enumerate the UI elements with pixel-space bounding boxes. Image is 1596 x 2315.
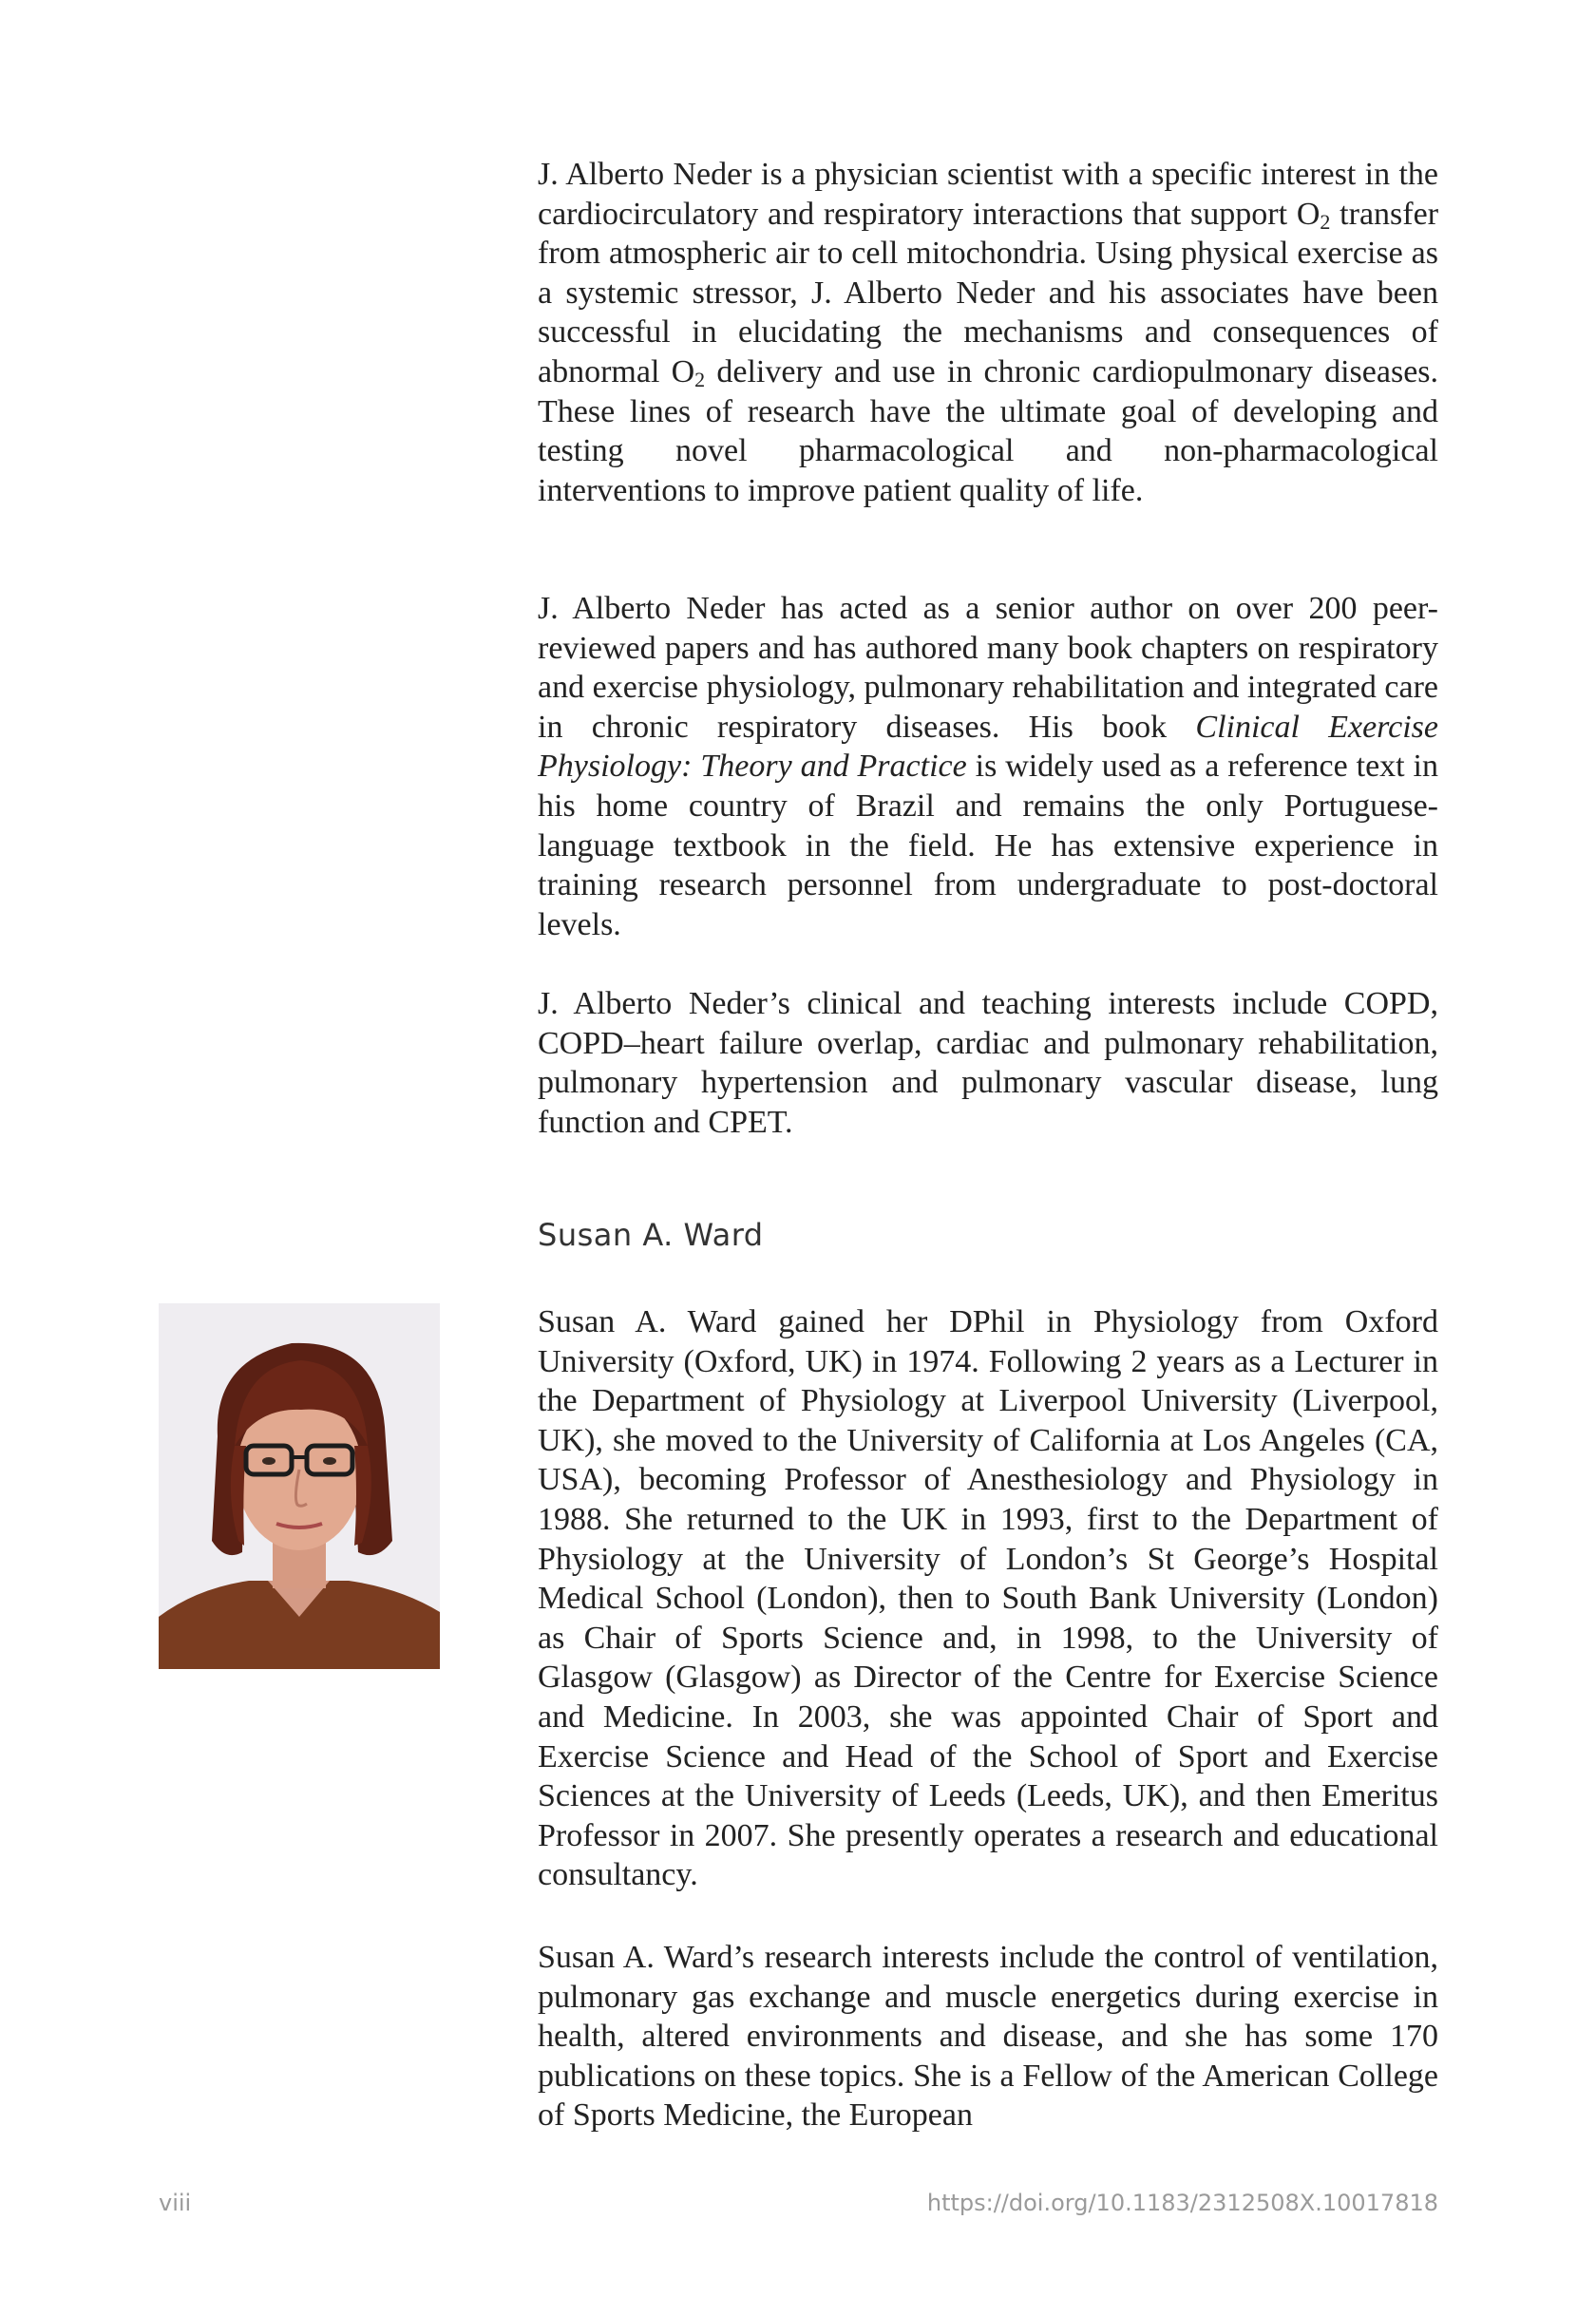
author-name-heading: Susan A. Ward [538,1217,764,1253]
subscript-2: 2 [694,367,706,391]
bio-paragraph-neder-2 [538,589,1438,944]
p1-text-b: transfer from atmospheric air to cell mitochondria. Using physical exercise as a systemic stressor, J. Alberto Neder and his associates have been successful in elucidating the mechanisms and consequences of abnormal O [538,196,1439,389]
bio-paragraph-neder-1 [538,155,1438,510]
author-photo [159,1303,440,1669]
bio-paragraph-ward-1: Susan A. Ward gained her DPhil in Physiology from Oxford University (Oxford, UK) in 1974. Following 2 years as a Lecturer in the Department of Physiology at Liverpool University (Liverpool, UK), she moved to the University of California at Los Angeles (CA, USA), becoming Professor of Anesthesiology and Physiology in 1988. She returned to the UK in 1993, first to the Department of Physiology at the University of London’s St George’s Hospital Medical School (London), then to South Bank University (London) as Chair of Sports Science and, in 1998, to the University of Glasgow (Glasgow) as Director of the Centre for Exercise Science and Medicine. In 2003, she was appointed Chair of Sport and Exercise Science and Head of the School of Sport and Exercise Sciences at the University of Leeds (Leeds, UK), and then Emeritus Professor in 2007. She presently operates a research and educational consultancy. [538,1304,1438,1893]
subscript-2: 2 [1320,209,1331,234]
book-title: Clinical Exercise Physiology: Theory and Practice [538,709,1438,785]
bio-paragraph-ward-2: Susan A. Ward’s research interests include the control of ventilation, pulmonary gas exchange and muscle energetics during exercise in health, altered environments and disease, and she has some 170 publications on these topics. She is a Fellow of the American College of Sports Medicine, the European [538,1940,1438,2134]
p2-text-a: J. Alberto Neder has acted as a senior author on over 200 peer-reviewed papers and has authored many book chapters on respiratory and exercise physiology, pulmonary rehabilitation and integrated care in chronic respiratory diseases. His book [538,591,1438,745]
p1-text-a: J. Alberto Neder is a physician scientist with a specific interest in the cardiocirculatory and respiratory interactions that support O [538,157,1438,232]
bio-paragraph-neder-3: J. Alberto Neder’s clinical and teaching interests include COPD, COPD–heart failure overlap, cardiac and pulmonary rehabilitation, pulmonary hypertension and pulmonary vascular disease, lung function and CPET. [538,986,1438,1140]
doi-link[interactable]: https://doi.org/10.1183/2312508X.10017818 [926,2190,1438,2216]
p1-text-c: delivery and use in chronic cardiopulmonary diseases. These lines of research have the ultimate goal of developing and testing novel pharmacological and non-pharmacological interventions to improve patient quality of life. [538,353,1439,508]
page-number: viii [159,2190,192,2216]
p2-text-b: is widely used as a reference text in his home country of Brazil and remains the only Portuguese-language textbook in the field. He has extensive experience in training research personnel from undergraduate to post-doctoral levels. [538,749,1438,942]
